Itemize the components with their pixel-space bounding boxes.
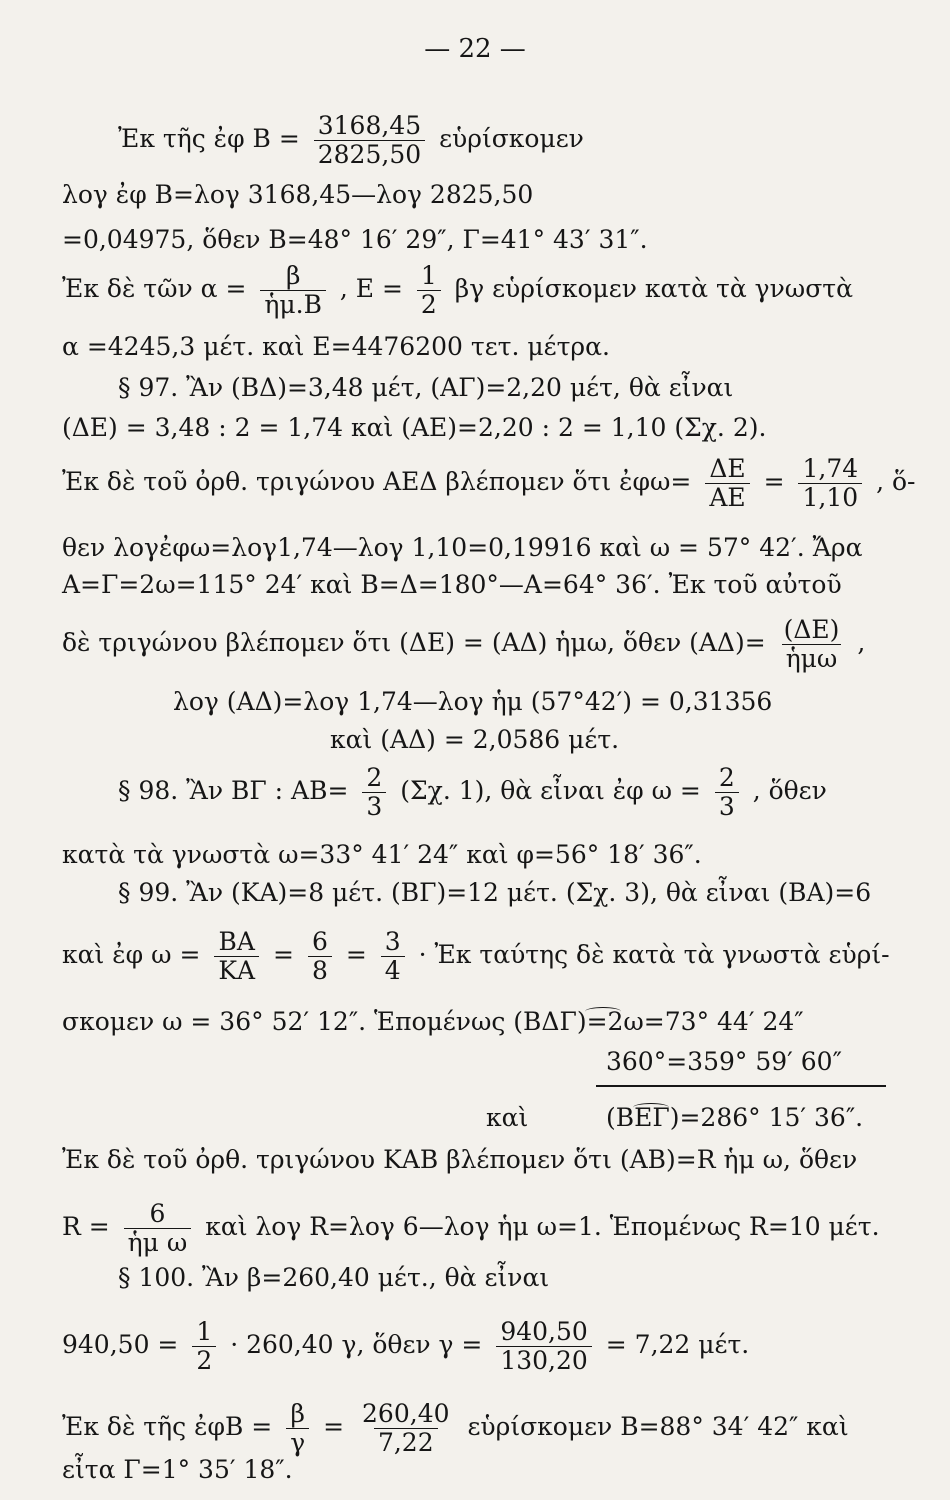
line-text: = bbox=[763, 467, 785, 496]
fraction bbox=[286, 1400, 309, 1457]
line-text: = bbox=[273, 940, 294, 969]
line-text: , bbox=[857, 628, 866, 657]
line-text: Ἐκ δὲ τῆς ἐφΒ = bbox=[62, 1412, 273, 1441]
text-line-19: 360°=359° 59′ 60″ bbox=[606, 1047, 842, 1076]
numerator: 6 bbox=[311, 927, 328, 956]
fraction bbox=[496, 1318, 591, 1375]
fraction bbox=[308, 928, 332, 985]
fraction bbox=[124, 1200, 192, 1257]
text-line-2: λογ ἐφ Β=λογ 3168,45—λογ 2825,50 bbox=[62, 180, 534, 209]
text-line-7: (ΔΕ) = 3,48 : 2 = 1,74 καὶ (ΑΕ)=2,20 : 2 = 1,10 (Σχ. 2). bbox=[62, 413, 767, 442]
text-line-1 bbox=[118, 112, 584, 169]
fraction bbox=[260, 262, 326, 319]
text-line-23: § 100. Ἂν β=260,40 μέτ., θὰ εἶναι bbox=[118, 1263, 550, 1292]
text-line-22 bbox=[62, 1200, 880, 1257]
fraction bbox=[798, 455, 862, 512]
line-text: , ὅ- bbox=[876, 467, 916, 496]
text-line-8 bbox=[62, 455, 916, 512]
text-line-17 bbox=[62, 928, 890, 985]
text-line-13: καὶ (ΑΔ) = 2,0586 μέτ. bbox=[330, 725, 620, 754]
line-text: (Σχ. 1), θὰ εἶναι ἐφ ω = bbox=[400, 776, 701, 805]
line-text: R = bbox=[62, 1212, 110, 1241]
numerator: 1 bbox=[420, 261, 437, 290]
line-text: Ἐκ δὲ τῶν α = bbox=[62, 274, 247, 303]
fraction bbox=[362, 764, 386, 821]
denominator: 8 bbox=[308, 956, 332, 985]
numerator: (ΔΕ) bbox=[783, 615, 840, 644]
denominator: 3 bbox=[715, 792, 739, 821]
line-text: , Ε = bbox=[339, 274, 403, 303]
text-line-21: Ἐκ δὲ τοῦ ὀρθ. τριγώνου ΚΑΒ βλέπομεν ὅτι (ΑΒ)=R ἡμ ω, ὅθεν bbox=[62, 1145, 858, 1174]
line-text: Ἐκ δὲ τοῦ ὀρθ. τριγώνου ΑΕΔ βλέπομεν ὅτι ἐφω= bbox=[62, 467, 692, 496]
line-text: καὶ λογ R=λογ 6—λογ ἡμ ω=1. Ἑπομένως R=10 μέτ. bbox=[205, 1212, 880, 1241]
denominator: 7,22 bbox=[374, 1428, 438, 1457]
fraction bbox=[358, 1400, 453, 1457]
text-line-10: Α=Γ=2ω=115° 24′ καὶ Β=Δ=180°—Α=64° 36′. Ἐκ τοῦ αὐτοῦ bbox=[62, 570, 842, 599]
fraction bbox=[314, 112, 425, 169]
line-text: εὑρίσκομεν Β=88° 34′ 42″ καὶ bbox=[467, 1412, 849, 1441]
text-line-4 bbox=[62, 262, 853, 319]
text-line-11 bbox=[62, 616, 865, 673]
line-text: = 7,22 μέτ. bbox=[605, 1330, 750, 1359]
numerator: 260,40 bbox=[362, 1399, 450, 1428]
text-line-5: α =4245,3 μέτ. καὶ Ε=4476200 τετ. μέτρα. bbox=[62, 332, 610, 361]
denominator: ἡμ.Β bbox=[260, 290, 326, 319]
denominator: ἡμ ω bbox=[124, 1228, 192, 1257]
fraction bbox=[705, 455, 749, 512]
denominator: γ bbox=[286, 1428, 309, 1457]
fraction bbox=[780, 616, 844, 673]
denominator: ΚΑ bbox=[214, 956, 259, 985]
denominator: 2 bbox=[192, 1346, 216, 1375]
numerator: 6 bbox=[149, 1199, 166, 1228]
angle-arc-mark bbox=[633, 1103, 669, 1112]
line-text: , ὅθεν bbox=[752, 776, 827, 805]
numerator: β bbox=[285, 261, 301, 290]
line-text: Ἐκ τῆς ἐφ Β = bbox=[118, 124, 300, 153]
text-line-25 bbox=[62, 1400, 849, 1457]
line-text: = bbox=[345, 940, 367, 969]
numerator: 2 bbox=[718, 763, 735, 792]
line-text: § 98. Ἂν ΒΓ : ΑΒ= bbox=[118, 776, 349, 805]
denominator: 1,10 bbox=[798, 483, 862, 512]
text-line-26: εἶτα Γ=1° 35′ 18″. bbox=[62, 1455, 293, 1484]
line-text: · Ἐκ ταύτης δὲ κατὰ τὰ γνωστὰ εὑρί- bbox=[418, 940, 890, 969]
line-text: (ΒΕΓ)=286° 15′ 36″. bbox=[606, 1103, 864, 1132]
fraction bbox=[715, 764, 739, 821]
numerator: 1 bbox=[196, 1317, 213, 1346]
denominator: 2 bbox=[417, 290, 441, 319]
fraction bbox=[214, 928, 259, 985]
angle-arc-mark bbox=[585, 1007, 621, 1016]
line-text: καὶ ἐφ ω = bbox=[62, 940, 201, 969]
denominator: 3 bbox=[362, 792, 386, 821]
numerator: ΒΑ bbox=[218, 927, 255, 956]
text-line-14 bbox=[118, 764, 827, 821]
numerator: 940,50 bbox=[500, 1317, 588, 1346]
page-number: — 22 — bbox=[424, 34, 526, 64]
denominator: 130,20 bbox=[496, 1346, 591, 1375]
numerator: 1,74 bbox=[802, 454, 859, 483]
subtraction-rule bbox=[596, 1085, 886, 1087]
numerator: ΔΕ bbox=[709, 454, 746, 483]
line-text: 940,50 = bbox=[62, 1330, 179, 1359]
line-text: εὑρίσκομεν bbox=[439, 124, 584, 153]
line-text: καὶ bbox=[486, 1103, 529, 1132]
numerator: β bbox=[290, 1399, 305, 1428]
text-line-9: θεν λογἐφω=λογ1,74—λογ 1,10=0,19916 καὶ ω = 57° 42′. Ἄρα bbox=[62, 533, 863, 562]
text-line-6: § 97. Ἂν (ΒΔ)=3,48 μέτ, (ΑΓ)=2,20 μέτ, θὰ εἶναι bbox=[118, 373, 734, 402]
line-text: δὲ τριγώνου βλέπομεν ὅτι (ΔΕ) = (ΑΔ) ἡμω, ὅθεν (ΑΔ)= bbox=[62, 628, 766, 657]
text-line-18: σκομεν ω = 36° 52′ 12″. Ἑπομένως (ΒΔΓ)=2ω=73° 44′ 24″ bbox=[62, 1007, 804, 1036]
line-text: · 260,40 γ, ὅθεν γ = bbox=[230, 1330, 483, 1359]
numerator: 3168,45 bbox=[317, 111, 422, 140]
fraction bbox=[417, 262, 441, 319]
text-line-20 bbox=[486, 1103, 886, 1133]
denominator: 2825,50 bbox=[314, 140, 425, 169]
text-line-24 bbox=[62, 1318, 749, 1375]
line-text: βγ εὑρίσκομεν κατὰ τὰ γνωστὰ bbox=[454, 274, 853, 303]
text-line-3: =0,04975, ὅθεν Β=48° 16′ 29″, Γ=41° 43′ 31″. bbox=[62, 225, 648, 254]
text-line-15: κατὰ τὰ γνωστὰ ω=33° 41′ 24″ καὶ φ=56° 18′ 36″. bbox=[62, 840, 702, 869]
denominator: 4 bbox=[381, 956, 405, 985]
denominator: ΑΕ bbox=[705, 483, 749, 512]
denominator: ἡμω bbox=[782, 644, 842, 673]
text-line-16: § 99. Ἂν (ΚΑ)=8 μέτ. (ΒΓ)=12 μέτ. (Σχ. 3), θὰ εἶναι (ΒΑ)=6 bbox=[118, 878, 872, 907]
fraction bbox=[192, 1318, 216, 1375]
fraction bbox=[381, 928, 405, 985]
text-line-12: λογ (ΑΔ)=λογ 1,74—λογ ἡμ (57°42′) = 0,31356 bbox=[173, 687, 773, 716]
numerator: 2 bbox=[366, 763, 383, 792]
numerator: 3 bbox=[384, 927, 401, 956]
line-text: = bbox=[323, 1412, 345, 1441]
